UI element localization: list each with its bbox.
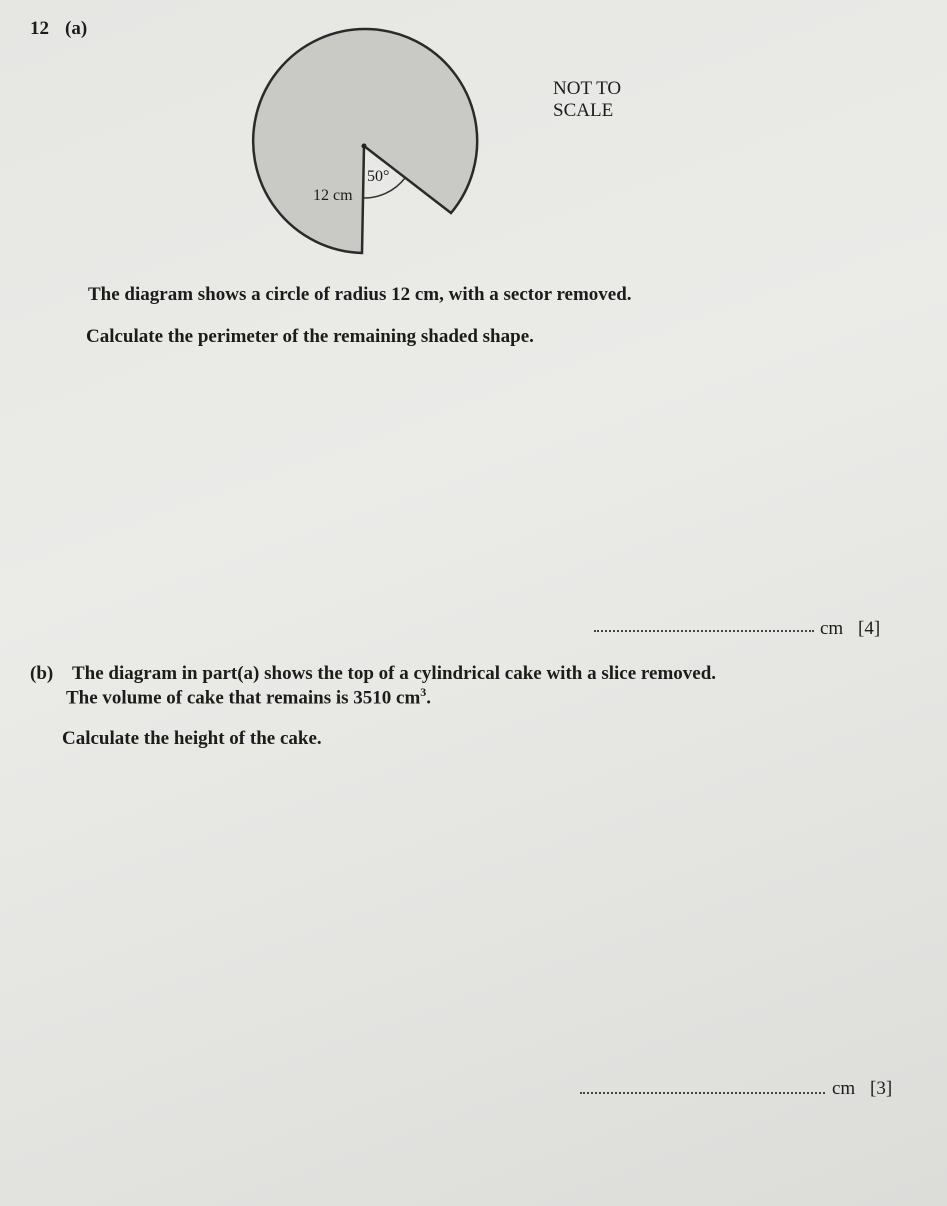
unit-a: cm [820, 618, 844, 639]
marks-a: [4] [858, 618, 881, 639]
part-b-text1-pre: The diagram in [72, 663, 203, 684]
part-a-text2: Calculate the perimeter of the remaining shaded shape. [86, 326, 534, 347]
part-b-text2 [66, 685, 431, 709]
unit-b: cm [832, 1078, 856, 1099]
part-a-label: (a) [65, 18, 88, 39]
not-to-scale-line2: SCALE [553, 100, 614, 121]
part-b-label: (b) [30, 663, 54, 684]
not-to-scale-line1: NOT TO [553, 78, 622, 99]
part-b-text3: Calculate the height of the cake. [62, 728, 322, 749]
part-b-text2-end: . [426, 687, 432, 709]
centre-point [362, 144, 367, 149]
part-b-text2-sup: 3 [420, 685, 427, 699]
sector-diagram [0, 0, 947, 300]
part-b-text1 [72, 663, 716, 685]
shaded-shape [253, 29, 477, 253]
part-b-text1-post: shows the top of a cylindrical cake with a slice removed. [259, 663, 717, 684]
answer-line-b[interactable] [580, 1092, 825, 1094]
part-b-text2-main: The volume of cake that remains is 3510 cm [66, 687, 421, 709]
part-a-text1: The diagram shows a circle of radius 12 cm, with a sector removed. [88, 284, 632, 305]
question-number: 12 [30, 18, 49, 39]
marks-b: [3] [870, 1078, 893, 1099]
angle-label: 50° [367, 168, 390, 185]
radius-label: 12 cm [313, 187, 353, 204]
answer-line-a[interactable] [594, 630, 814, 632]
part-b-text1-bold: part(a) [202, 663, 260, 684]
